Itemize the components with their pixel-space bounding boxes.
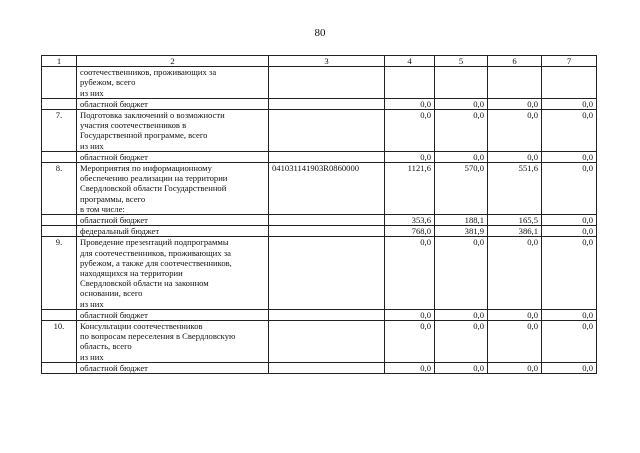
row-description (77, 151, 269, 162)
description-line: Мероприятия по информационному (80, 163, 212, 174)
col-header-3: 3 (269, 56, 385, 67)
value-col-7 (542, 67, 597, 99)
description-line: из них (80, 351, 104, 362)
budget-code (269, 110, 385, 152)
value-col-7: 0,0 (542, 163, 597, 215)
value-col-4: 768,0 (385, 226, 435, 237)
table-row (42, 98, 597, 109)
row-number (42, 309, 77, 320)
description-line: Свердловской области на законном (80, 278, 209, 289)
col-header-4: 4 (385, 56, 435, 67)
description-line: рубежом, а также для соотечественников, (80, 257, 232, 268)
value-col-5: 0,0 (435, 151, 488, 162)
table-row (42, 362, 597, 373)
description-line: рубежом, всего (80, 77, 136, 88)
description-line: областной бюджет (80, 151, 148, 162)
value-col-7: 0,0 (542, 215, 597, 226)
value-col-5: 0,0 (435, 98, 488, 109)
table-row (42, 110, 597, 152)
value-col-4 (385, 67, 435, 99)
page-number: 80 (314, 27, 326, 39)
value-col-4: 0,0 (385, 321, 435, 363)
row-description (77, 237, 269, 309)
value-col-6: 0,0 (488, 321, 542, 363)
value-col-5: 0,0 (435, 110, 488, 152)
description-line: областной бюджет (80, 215, 148, 226)
col-header-6: 6 (488, 56, 542, 67)
value-col-5: 0,0 (435, 362, 488, 373)
table-row (42, 321, 597, 363)
description-line: Свердловской области Государственной (80, 183, 227, 194)
row-description (77, 321, 269, 363)
col-header-5: 5 (435, 56, 488, 67)
description-line: основании, всего (80, 288, 143, 299)
row-number (42, 215, 77, 226)
budget-code (269, 362, 385, 373)
row-number (42, 98, 77, 109)
description-line: Консультации соотечественников (80, 321, 203, 332)
value-col-4: 353,6 (385, 215, 435, 226)
value-col-5: 381,9 (435, 226, 488, 237)
value-col-6: 165,5 (488, 215, 542, 226)
value-col-5: 188,1 (435, 215, 488, 226)
description-line: находящихся на территории (80, 268, 183, 279)
row-description (77, 163, 269, 215)
row-number: 7. (42, 110, 77, 152)
row-number: 8. (42, 163, 77, 215)
row-number (42, 226, 77, 237)
value-col-4: 0,0 (385, 151, 435, 162)
col-header-2: 2 (77, 56, 269, 67)
row-number: 10. (42, 321, 77, 363)
row-description (77, 309, 269, 320)
value-col-4: 1121,6 (385, 163, 435, 215)
value-col-4: 0,0 (385, 237, 435, 309)
description-line: программы, всего (80, 193, 146, 204)
value-col-6: 0,0 (488, 237, 542, 309)
value-col-5: 570,0 (435, 163, 488, 215)
value-col-4: 0,0 (385, 110, 435, 152)
value-col-7: 0,0 (542, 321, 597, 363)
value-col-6: 0,0 (488, 98, 542, 109)
table-row (42, 309, 597, 320)
description-line: обеспечению реализации на территории (80, 173, 228, 184)
value-col-7: 0,0 (542, 151, 597, 162)
value-col-4: 0,0 (385, 98, 435, 109)
value-col-6: 0,0 (488, 362, 542, 373)
budget-code (269, 215, 385, 226)
description-line: из них (80, 140, 104, 151)
value-col-5: 0,0 (435, 321, 488, 363)
description-line: областной бюджет (80, 98, 148, 109)
description-line: из них (80, 298, 104, 309)
value-col-5: 0,0 (435, 309, 488, 320)
value-col-6: 0,0 (488, 151, 542, 162)
description-line: в том числе: (80, 203, 125, 214)
value-col-6: 386,1 (488, 226, 542, 237)
row-number: 9. (42, 237, 77, 309)
budget-code (269, 98, 385, 109)
value-col-7: 0,0 (542, 98, 597, 109)
table-row (42, 163, 597, 215)
table-row (42, 151, 597, 162)
description-line: из них (80, 87, 104, 98)
row-description (77, 67, 269, 99)
row-number (42, 67, 77, 99)
description-line: соотечественников, проживающих за (80, 67, 217, 78)
value-col-4: 0,0 (385, 362, 435, 373)
description-line: Государственной программе, всего (80, 130, 208, 141)
table-body (42, 67, 597, 374)
budget-code (269, 151, 385, 162)
value-col-7: 0,0 (542, 309, 597, 320)
description-line: область, всего (80, 341, 132, 352)
value-col-6: 551,6 (488, 163, 542, 215)
row-description (77, 215, 269, 226)
table-row (42, 237, 597, 309)
table-row (42, 67, 597, 99)
row-number (42, 151, 77, 162)
table-row (42, 226, 597, 237)
value-col-6 (488, 67, 542, 99)
budget-code (269, 67, 385, 99)
table-row (42, 215, 597, 226)
description-line: областной бюджет (80, 309, 148, 320)
col-header-1: 1 (42, 56, 77, 67)
row-description (77, 98, 269, 109)
value-col-7: 0,0 (542, 110, 597, 152)
value-col-5: 0,0 (435, 237, 488, 309)
budget-code: 041031141903R0860000 (269, 163, 385, 215)
budget-code (269, 237, 385, 309)
header-row (42, 56, 597, 67)
value-col-6: 0,0 (488, 309, 542, 320)
budget-code (269, 309, 385, 320)
description-line: по вопросам переселения в Свердловскую (80, 331, 236, 342)
value-col-7: 0,0 (542, 362, 597, 373)
row-number (42, 362, 77, 373)
row-description (77, 226, 269, 237)
budget-table (41, 55, 597, 374)
value-col-4: 0,0 (385, 309, 435, 320)
description-line: областной бюджет (80, 362, 148, 373)
description-line: Подготовка заключений о возможности (80, 110, 225, 121)
row-description (77, 362, 269, 373)
row-description (77, 110, 269, 152)
budget-code (269, 226, 385, 237)
description-line: участия соотечественников в (80, 120, 187, 131)
value-col-7: 0,0 (542, 237, 597, 309)
description-line: Проведение презентаций подпрограммы (80, 237, 229, 248)
col-header-7: 7 (542, 56, 597, 67)
budget-code (269, 321, 385, 363)
value-col-5 (435, 67, 488, 99)
description-line: для соотечественников, проживающих за (80, 247, 231, 258)
description-line: федеральный бюджет (80, 226, 160, 237)
value-col-7: 0,0 (542, 226, 597, 237)
value-col-6: 0,0 (488, 110, 542, 152)
